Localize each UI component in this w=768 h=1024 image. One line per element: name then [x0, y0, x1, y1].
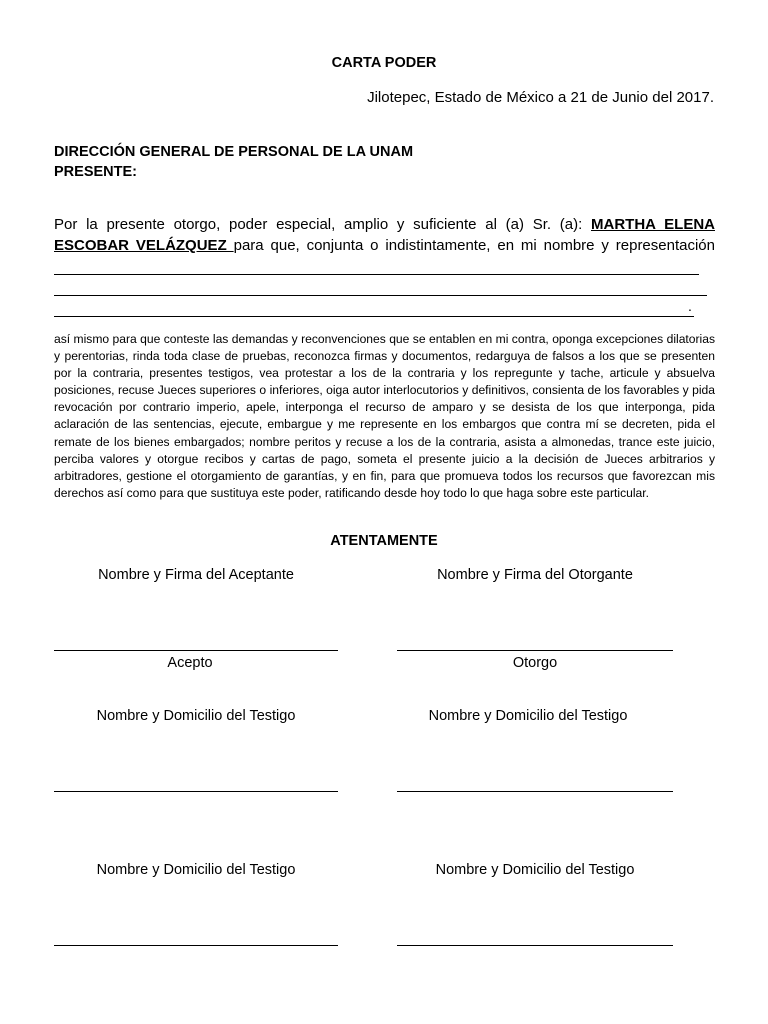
intro-paragraph: [54, 214, 715, 256]
aceptante-signature-line: [54, 650, 338, 651]
otorgante-label: Nombre y Firma del Otorgante: [437, 567, 633, 583]
addressee-block: [54, 142, 413, 182]
blank-fill-line-2: [54, 295, 707, 296]
otorgo-caption: Otorgo: [512, 655, 558, 671]
aceptante-label: Nombre y Firma del Aceptante: [98, 567, 294, 583]
place-and-date: Jilotepec, Estado de México a 21 de Junio del 2017.: [367, 89, 714, 106]
intro-text-before-name: Por la presente otorgo, poder especial, amplio y suficiente al (a) Sr. (a):: [54, 216, 591, 233]
addressee-presente: PRESENTE:: [54, 164, 137, 180]
testigo-2-signature-line: [397, 791, 673, 792]
document-title: CARTA PODER: [331, 55, 437, 71]
closing-atentamente: ATENTAMENTE: [330, 533, 438, 549]
testigo-3-signature-line: [54, 945, 338, 946]
acepto-caption: Acepto: [167, 655, 213, 671]
powers-paragraph: así mismo para que conteste las demandas y reconvenciones que se entablen en mi contra, oponga excepciones dilatorias y perentorias, rinda toda clase de pruebas, reconozca firmas y documentos, redarguya de falsos a los que se presenten por la contraria, presentes testigos, vea protestar a los de la contraria y los repregunte y tache, articule y absuelva posiciones, recuse Jueces superiores o inferiores, oiga autor interlocutorios y definitivos, consienta de los favorables y pida revocación por contrario imperio, apele, interponga el recurso de amparo y se desista de los que interponga, pida aclaración de las sentencias, ejecute, embargue y me represente en los embargos que contra mí se decreten, pida el remate de los bienes embargados; nombre peritos y recuse a los de la contraria, asista a almonedas, trance este juicio, perciba valores y otorgue recibos y cartas de pago, sometа el presente juicio a la decisión de Jueces arbitrarios y arbitradores, gestione el otorgamiento de garantías, y en fin, para que promueva todos los recursos que favorezcan mis derechos así como para que sustituya este poder, ratificando desde hoy todo lo que haga sobre este particular.: [54, 332, 715, 500]
testigo-2-label: Nombre y Domicilio del Testigo: [428, 708, 628, 724]
testigo-4-label: Nombre y Domicilio del Testigo: [435, 862, 635, 878]
intro-text-after-name: para que, conjunta o indistintamente, en mi nombre y representación: [233, 237, 715, 254]
proxy-name: MARTHA ELENA ESCOBAR VELÁZQUEZ: [54, 216, 715, 254]
blank-fill-line-3: [54, 316, 694, 317]
testigo-4-signature-line: [397, 945, 673, 946]
addressee-name: DIRECCIÓN GENERAL DE PERSONAL DE LA UNAM: [54, 144, 414, 160]
testigo-1-signature-line: [54, 791, 338, 792]
otorgante-signature-line: [397, 650, 673, 651]
testigo-1-label: Nombre y Domicilio del Testigo: [96, 708, 296, 724]
fill-line-period: .: [688, 298, 692, 314]
testigo-3-label: Nombre y Domicilio del Testigo: [96, 862, 296, 878]
blank-fill-line-1: [54, 274, 699, 275]
